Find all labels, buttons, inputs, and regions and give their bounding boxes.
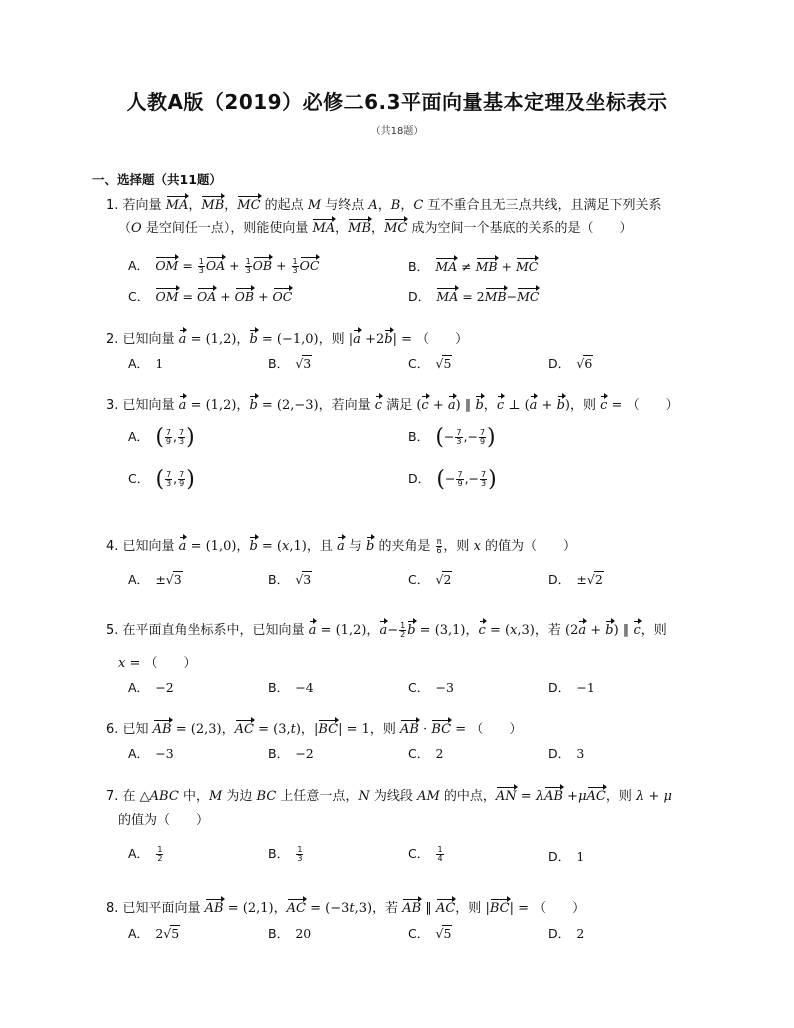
question-7-option-b[interactable]: B． $\frac{1}{3}$ — [268, 845, 303, 863]
question-4-option-c[interactable]: C． √2 — [408, 572, 452, 587]
question-8-stem: 8. 已知平面向量 AB = (2,1)，AC = (−3t,3)，若 AB ∥ AC，则 |BC| = （ ） — [106, 901, 586, 916]
question-2-option-d[interactable]: D． √6 — [548, 356, 593, 371]
question-4-stem: 4. 已知向量 a = (1,0)，b = (x,1)，且 a 与 b 的夹角是 $\frac{\pi}{6}$ ，则 x 的值为（ ） — [106, 537, 577, 555]
question-6-option-d[interactable]: D． 3 — [548, 746, 585, 761]
question-8-option-c[interactable]: C． √5 — [408, 926, 452, 941]
question-8-option-d[interactable]: D． 2 — [548, 926, 585, 941]
question-1-line-2: （O 是空间任一点），则能使向量 MA，MB，MC 成为空间一个基底的关系的是（ ） — [118, 221, 633, 236]
question-1-option-d[interactable]: D． MA = 2MB−MC — [408, 289, 540, 304]
question-3-option-a[interactable]: A． ( $\frac{7}{9}$ , $\frac{7}{3}$ ) — [128, 425, 195, 450]
question-3-option-d[interactable]: D． (− $\frac{7}{9}$ ,− $\frac{7}{3}$ ) — [408, 467, 497, 492]
question-5-line-2: x = （ ） — [118, 656, 197, 671]
question-6-option-a[interactable]: A． −3 — [128, 746, 174, 761]
page-title: 人教A版（2019）必修二6.3平面向量基本定理及坐标表示 — [126, 90, 668, 114]
question-1-option-b[interactable]: B． MA ≠ MB + MC — [408, 259, 539, 274]
question-7-option-a[interactable]: A． $\frac{1}{2}$ — [128, 845, 163, 863]
question-3-option-c[interactable]: C． ( $\frac{7}{3}$ , $\frac{7}{9}$ ) — [128, 467, 195, 492]
question-5-option-b[interactable]: B． −4 — [268, 680, 314, 695]
question-5-option-d[interactable]: D． −1 — [548, 680, 595, 695]
question-6-stem: 6. 已知 AB = (2,3)，AC = (3,t)，|BC| = 1，则 AB · BC = （ ） — [106, 722, 523, 737]
question-6-option-c[interactable]: C． 2 — [408, 746, 444, 761]
question-7-option-c[interactable]: C． $\frac{1}{4}$ — [408, 845, 443, 863]
question-3-stem: 3. 已知向量 a = (1,2)，b = (2,−3)，若向量 c 满足 (c + a) ∥ b，c ⊥ (a + b)，则 c = （ ） — [106, 398, 679, 413]
question-7-option-d[interactable]: D． 1 — [548, 849, 585, 864]
question-4-option-d[interactable]: D． ±√2 — [548, 572, 603, 587]
question-2-option-a[interactable]: A． 1 — [128, 356, 164, 371]
question-8-option-b[interactable]: B． 20 — [268, 926, 312, 941]
question-6-option-b[interactable]: B． −2 — [268, 746, 314, 761]
question-5-option-a[interactable]: A． −2 — [128, 680, 174, 695]
question-3-option-b[interactable]: B． (− $\frac{7}{3}$ ,− $\frac{7}{9}$ ) — [408, 425, 496, 450]
question-2-stem: 2. 已知向量 a = (1,2)，b = (−1,0)，则 |a +2b| = （ ） — [106, 332, 469, 347]
question-2-option-b[interactable]: B． √3 — [268, 356, 312, 371]
page-subtitle: （共18题） — [370, 126, 424, 137]
question-1-option-a[interactable]: A． OM = $\frac{1}{3}$ OA + $\frac{1}{3}$ OB + $\frac{1}{3}$ OC — [128, 257, 320, 275]
question-8-option-a[interactable]: A． 2√5 — [128, 926, 180, 941]
question-1-line-1: 1. 若向量 MA，MB，MC 的起点 M 与终点 A，B，C 互不重合且无三点共线，且满足下列关系 — [106, 198, 662, 213]
question-4-option-a[interactable]: A． ±√3 — [128, 572, 182, 587]
question-5-line-1: 5. 在平面直角坐标系中，已知向量 a = (1,2)，a− $\frac{1}{2}$ b = (3,1)，c = (x,3)，若 (2a + b) ∥ c，则 — [106, 621, 667, 639]
question-7-line-1: 7. 在 △ABC 中，M 为边 BC 上任意一点，N 为线段 AM 的中点，AN = λAB +μAC，则 λ + μ — [106, 789, 672, 804]
question-7-line-2: 的值为（ ） — [118, 813, 210, 828]
question-5-option-c[interactable]: C． −3 — [408, 680, 454, 695]
question-2-option-c[interactable]: C． √5 — [408, 356, 452, 371]
question-1-option-c[interactable]: C． OM = OA + OB + OC — [128, 289, 293, 304]
section-heading: 一、选择题（共11题） — [92, 172, 222, 187]
question-4-option-b[interactable]: B． √3 — [268, 572, 312, 587]
